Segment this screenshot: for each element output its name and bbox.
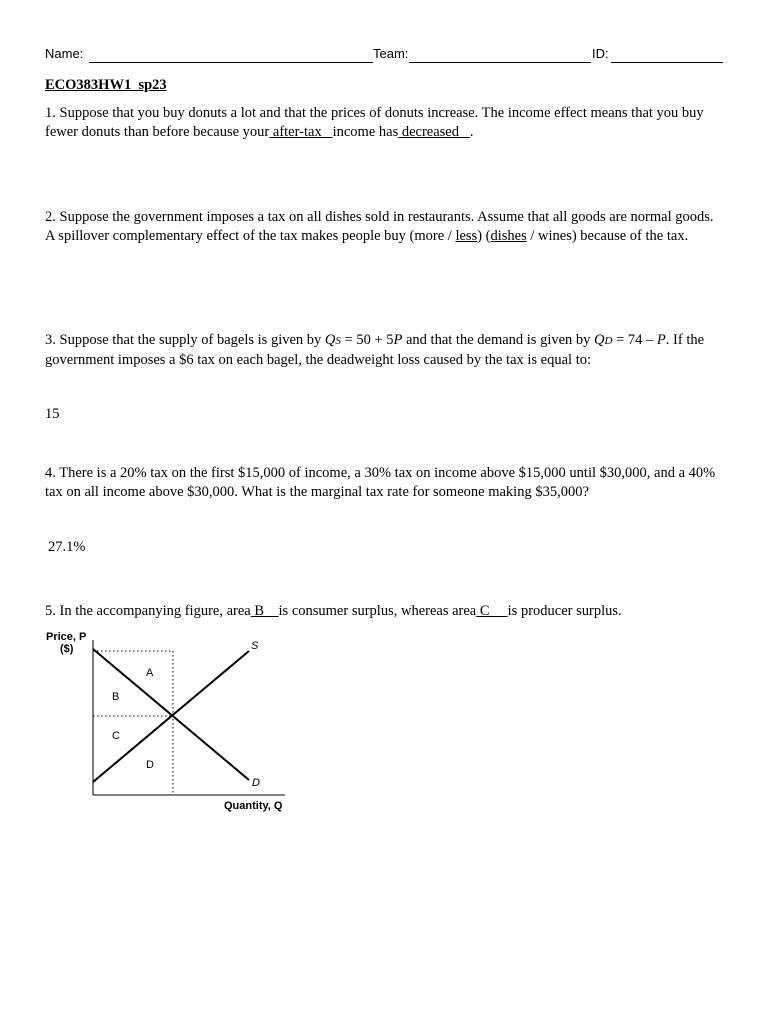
q1-text-a: 1. Suppose that you buy donuts a lot and that the prices of donuts increase. The income effect means that you buy fewer donuts than before because your bbox=[45, 105, 704, 140]
y-axis-label: Price, P bbox=[46, 631, 87, 643]
question-3 bbox=[45, 331, 725, 370]
q3-qd-sub: D bbox=[604, 335, 613, 347]
q2-answer-less: less bbox=[455, 228, 478, 244]
q3-text-c: and that the demand is given by bbox=[402, 332, 595, 348]
area-d-label: D bbox=[146, 759, 154, 771]
q3-text-d: = 74 – bbox=[612, 332, 657, 348]
q2-text-b: ) ( bbox=[477, 228, 491, 244]
assignment-title: ECO383HW1_sp23 bbox=[45, 77, 167, 93]
q3-text-b: = 50 + 5 bbox=[340, 332, 394, 348]
supply-curve bbox=[93, 651, 249, 782]
q1-answer-decreased: decreased bbox=[398, 124, 470, 140]
team-blank[interactable] bbox=[409, 62, 591, 63]
q2-answer-dishes: dishes bbox=[490, 228, 527, 244]
id-blank[interactable] bbox=[611, 62, 723, 63]
id-label: ID: bbox=[592, 46, 609, 61]
area-c-label: C bbox=[112, 730, 120, 742]
area-a-label: A bbox=[146, 667, 154, 679]
demand-curve bbox=[93, 649, 249, 780]
supply-demand-figure bbox=[40, 625, 300, 820]
team-label: Team: bbox=[373, 46, 409, 61]
q5-answer-b: B bbox=[250, 603, 279, 619]
supply-label: S bbox=[251, 640, 259, 652]
q2-text-a: 2. Suppose the government imposes a tax on all dishes sold in restaurants. Assume that all goods are normal goods. A spillover complementary effect of the tax makes people buy (more / bbox=[45, 209, 714, 244]
q2-text-c: / wines) because of the tax. bbox=[526, 228, 689, 244]
q3-p1: P bbox=[393, 332, 403, 348]
q5-text-a: 5. In the accompanying figure, area bbox=[45, 603, 251, 619]
q4-answer: 27.1% bbox=[48, 539, 86, 555]
q3-qs: Q bbox=[324, 332, 336, 348]
q3-qs-sub: S bbox=[335, 335, 341, 347]
q1-text-b: income has bbox=[332, 124, 399, 140]
q5-answer-c: C bbox=[476, 603, 508, 619]
q5-text-b: is consumer surplus, whereas area bbox=[278, 603, 477, 619]
student-info-header bbox=[45, 46, 725, 66]
area-b-label: B bbox=[112, 691, 120, 703]
demand-label: D bbox=[252, 777, 260, 789]
q3-text-a: 3. Suppose that the supply of bagels is given by bbox=[45, 332, 325, 348]
q1-text-c: . bbox=[469, 124, 474, 140]
name-blank[interactable] bbox=[89, 62, 373, 63]
question-4: 4. There is a 20% tax on the first $15,000 of income, a 30% tax on income above $15,000 until $30,000, and a 40% tax on all income above $30,000. What is the marginal tax rate for someone making $35,000? bbox=[45, 465, 716, 500]
q3-text-e: . If the government imposes a $6 tax on each bagel, the deadweight loss caused by the tax is equal to: bbox=[45, 332, 705, 368]
q3-qd: Q bbox=[594, 332, 605, 348]
y-axis-unit: ($) bbox=[60, 643, 74, 655]
question-5 bbox=[45, 602, 725, 621]
x-axis-label: Quantity, Q bbox=[224, 800, 283, 812]
q3-answer: 15 bbox=[45, 406, 60, 422]
name-label: Name: bbox=[45, 46, 84, 61]
q1-answer-after-tax: after-tax bbox=[269, 124, 333, 140]
question-1 bbox=[45, 104, 725, 142]
q3-p2: P bbox=[656, 332, 666, 348]
q5-text-c: is producer surplus. bbox=[507, 603, 622, 619]
question-2 bbox=[45, 208, 725, 246]
